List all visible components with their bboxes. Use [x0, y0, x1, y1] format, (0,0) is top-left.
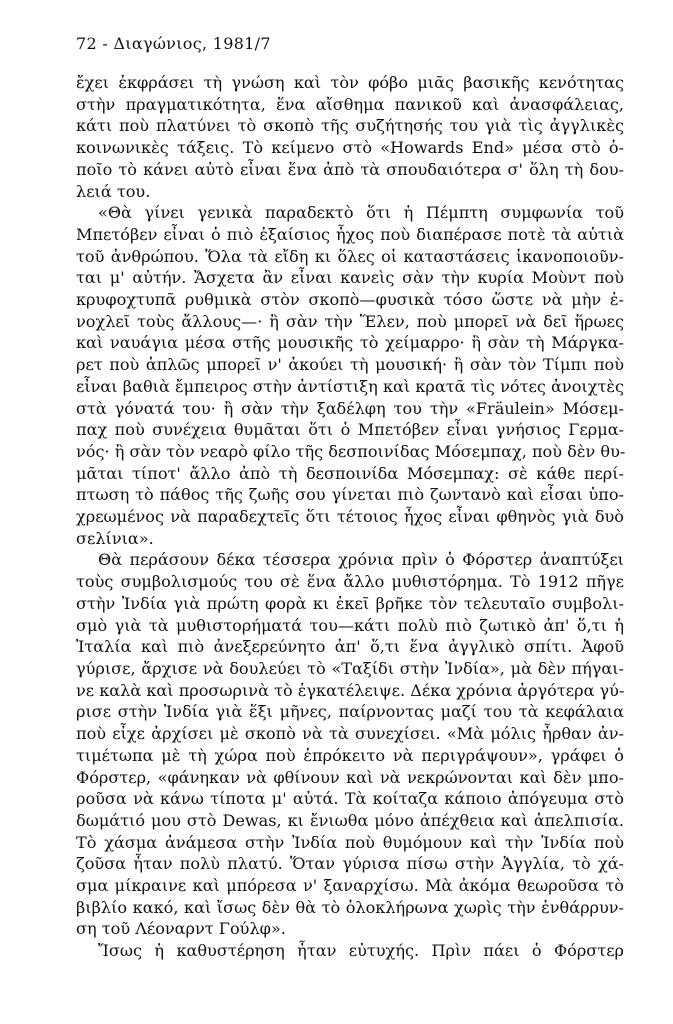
text-line: Ἴσως ἡ καθυστέρηση ἦταν εὐτυχής. Πρὶν πάει ὁ Φόρστερ	[98, 941, 624, 961]
text-line: ποὺ εἶχε ἀρχίσει μὲ σκοπὸ νὰ τὰ συνεχίσει. «Μὰ μόλις ἦρθαν ἀν-	[76, 724, 624, 744]
text-line: ται μ' αὐτήν. Ἄσχετα ἂν εἶναι κανεὶς σὰν τὴν κυρία Μοὺντ ποὺ	[76, 268, 624, 288]
text-line: λειά του.	[76, 181, 151, 201]
text-line: εἶναι βαθιὰ ἔμπειρος στὴν ἀντίστιξη καὶ κρατᾶ τὶς νότες ἀνοιχτὲς	[76, 376, 624, 396]
text-line: μᾶται τίποτ' ἄλλο ἀπὸ τὴ δεσποινίδα Μόσεμπαχ: σὲ κάθε περί-	[76, 463, 624, 483]
text-line: σελίνια».	[76, 528, 154, 548]
text-line: ρισε στὴν Ἰνδία γιὰ ἕξι μῆνες, παίρνοντας μαζί του τὰ κεφάλαια	[76, 702, 624, 722]
paragraph-3	[76, 549, 624, 940]
text-line: Μπετόβεν εἶναι ὁ πιὸ ἐξαίσιος ἦχος ποὺ διαπέρασε ποτὲ τὰ αὐτιὰ	[76, 224, 624, 244]
paragraph-2	[76, 202, 624, 549]
text-line: ση τοῦ Λέοναρντ Γούλφ».	[76, 919, 286, 939]
text-line: νός· ἢ σὰν τὸν νεαρὸ φίλο τῆς δεσποινίδας Μόσεμπαχ, ποὺ δὲν θυ-	[76, 441, 626, 461]
text-line: καὶ ναυάγια μέσα στῆς μουσικῆς τὸ χείμαρρο· ἢ σὰν τὴ Μάργκα-	[76, 333, 624, 353]
text-line: στὴν Ἰνδία γιὰ πρώτη φορὰ κι ἐκεῖ βρῆκε τὸν τελευταῖο συμβολι-	[76, 593, 624, 613]
text-line: ποῖο τὸ κάνει αὐτὸ εἶναι ἕνα ἀπὸ τὰ σπουδαιότερα σ' ὅλη τὴ δου-	[76, 159, 624, 179]
text-line: τιμέτωπα μὲ τὴ χώρα ποὺ ἐπρόκειτο νὰ περιγράψουν», γράφει ὁ	[76, 745, 624, 765]
text-line: νοχλεῖ τοὺς ἄλλους—· ἢ σὰν τὴν Ἕλεν, ποὺ μπορεῖ νὰ δεῖ ἥρωες	[76, 311, 624, 331]
text-line: ἔχει ἐκφράσει τὴ γνώση καὶ τὸν φόβο μιᾶς βασικῆς κενότητας	[76, 73, 624, 92]
text-line: Θὰ περάσουν δέκα τέσσερα χρόνια πρὶν ὁ Φόρστερ ἀναπτύξει	[98, 550, 624, 570]
text-line: ροῦσα νὰ κάνω τίποτα μ' αὐτά. Τὰ κοίταζα κάποιο ἀπόγευμα στὸ	[76, 789, 624, 809]
paragraph-1	[76, 72, 624, 202]
text-line: σμα μίκραινε καὶ μπόρεσα ν' ξαναρχίσω. Μὰ ἀκόμα θεωροῦσα τὸ	[76, 876, 624, 896]
text-line: δωμάτιό μου στὸ Dewas, κι ἔνιωθα μόνο ἀπέχθεια καὶ ἀπελπισία.	[76, 810, 624, 830]
text-line: πτωση τὸ πάθος τῆς ζωῆς σου γίνεται πιὸ ζωντανὸ καὶ εἶσαι ὑπο-	[76, 485, 624, 505]
text-line: ρετ ποὺ ἁπλῶς μπορεῖ ν' ἀκούει τὴ μουσική· ἢ σὰν τὸν Τίμπι ποὺ	[76, 355, 624, 375]
text-line: στὴν πραγματικότητα, ἕνα αἴσθημα πανικοῦ καὶ ἀνασφάλειας,	[76, 94, 624, 114]
text-line: Φόρστερ, «φάνηκαν νὰ φθίνουν καὶ νὰ νεκρώνονται καὶ δὲν μπο-	[76, 767, 624, 787]
text-line: «Θὰ γίνει γενικὰ παραδεκτὸ ὅτι ἡ Πέμπτη συμφωνία τοῦ	[98, 203, 624, 223]
text-line: τοῦ ἀνθρώπου. Ὅλα τὰ εἴδη κι ὅλες οἱ καταστάσεις ἱκανοποιοῦν-	[76, 246, 624, 266]
body-text	[76, 72, 624, 962]
text-line: κάτι ποὺ πλατύνει τὸ σκοπὸ τῆς συζήτησής του γιὰ τὶς ἀγγλικὲς	[76, 116, 624, 136]
text-line: γύρισε, ἄρχισε νὰ δουλεύει τὸ «Ταξίδι στὴν Ἰνδία», μὰ δὲν πήγαι-	[76, 658, 624, 678]
text-line: Ἰταλία καὶ πιὸ ἀνεξερεύνητο ἀπ' ὅ,τι ἕνα ἀγγλικὸ σπίτι. Ἀφοῦ	[76, 637, 624, 657]
text-line: σμὸ γιὰ τὰ μυθιστορήματά του—κάτι πολὺ πιὸ ζωτικὸ ἀπ' ὅ,τι ἡ	[76, 615, 624, 635]
text-line: παχ ποὺ συνέχεια θυμᾶται ὅτι ὁ Μπετόβεν εἶναι γνήσιος Γερμα-	[76, 420, 624, 440]
text-line: κρυφοχτυπᾶ ρυθμικὰ στὸν σκοπὸ—φυσικὰ τόσο ὥστε νὰ μὴν ἐ-	[76, 290, 624, 310]
text-line: στὰ γόνατά του· ἢ σὰν τὴν ξαδέλφη του τὴν «Fräulein» Μόσεμ-	[76, 398, 624, 418]
text-line: κοινωνικὲς τάξεις. Τὸ κείμενο στὸ «Howards End» μέσα στὸ ὁ-	[76, 138, 624, 158]
paragraph-4	[76, 940, 624, 962]
text-line: νε καλὰ καὶ προσωρινὰ τὸ ἐγκατέλειψε. Δέκα χρόνια ἀργότερα γύ-	[76, 680, 625, 700]
text-line: βιβλίο κακό, καὶ ἴσως δὲν θὰ τὸ ὁλοκλήρωνα χωρὶς τὴν ἐνθάρρυν-	[76, 897, 624, 917]
text-line: χρεωμένος νὰ παραδεχτεῖς ὅτι τέτοιος ἦχος εἶναι φθηνὸς γιὰ δυὸ	[76, 507, 624, 527]
running-head: 72 - Διαγώνιος, 1981/7	[76, 34, 271, 53]
text-line: Τὸ χάσμα ἀνάμεσα στὴν Ἰνδία ποὺ θυμόμουν καὶ τὴν Ἰνδία ποὺ	[76, 832, 624, 852]
text-line: τοὺς συμβολισμούς του σὲ ἕνα ἄλλο μυθιστόρημα. Τὸ 1912 πῆγε	[76, 572, 624, 592]
text-line: ζοῦσα ἦταν πολὺ πλατύ. Ὅταν γύρισα πίσω στὴν Ἀγγλία, τὸ χά-	[76, 854, 624, 874]
